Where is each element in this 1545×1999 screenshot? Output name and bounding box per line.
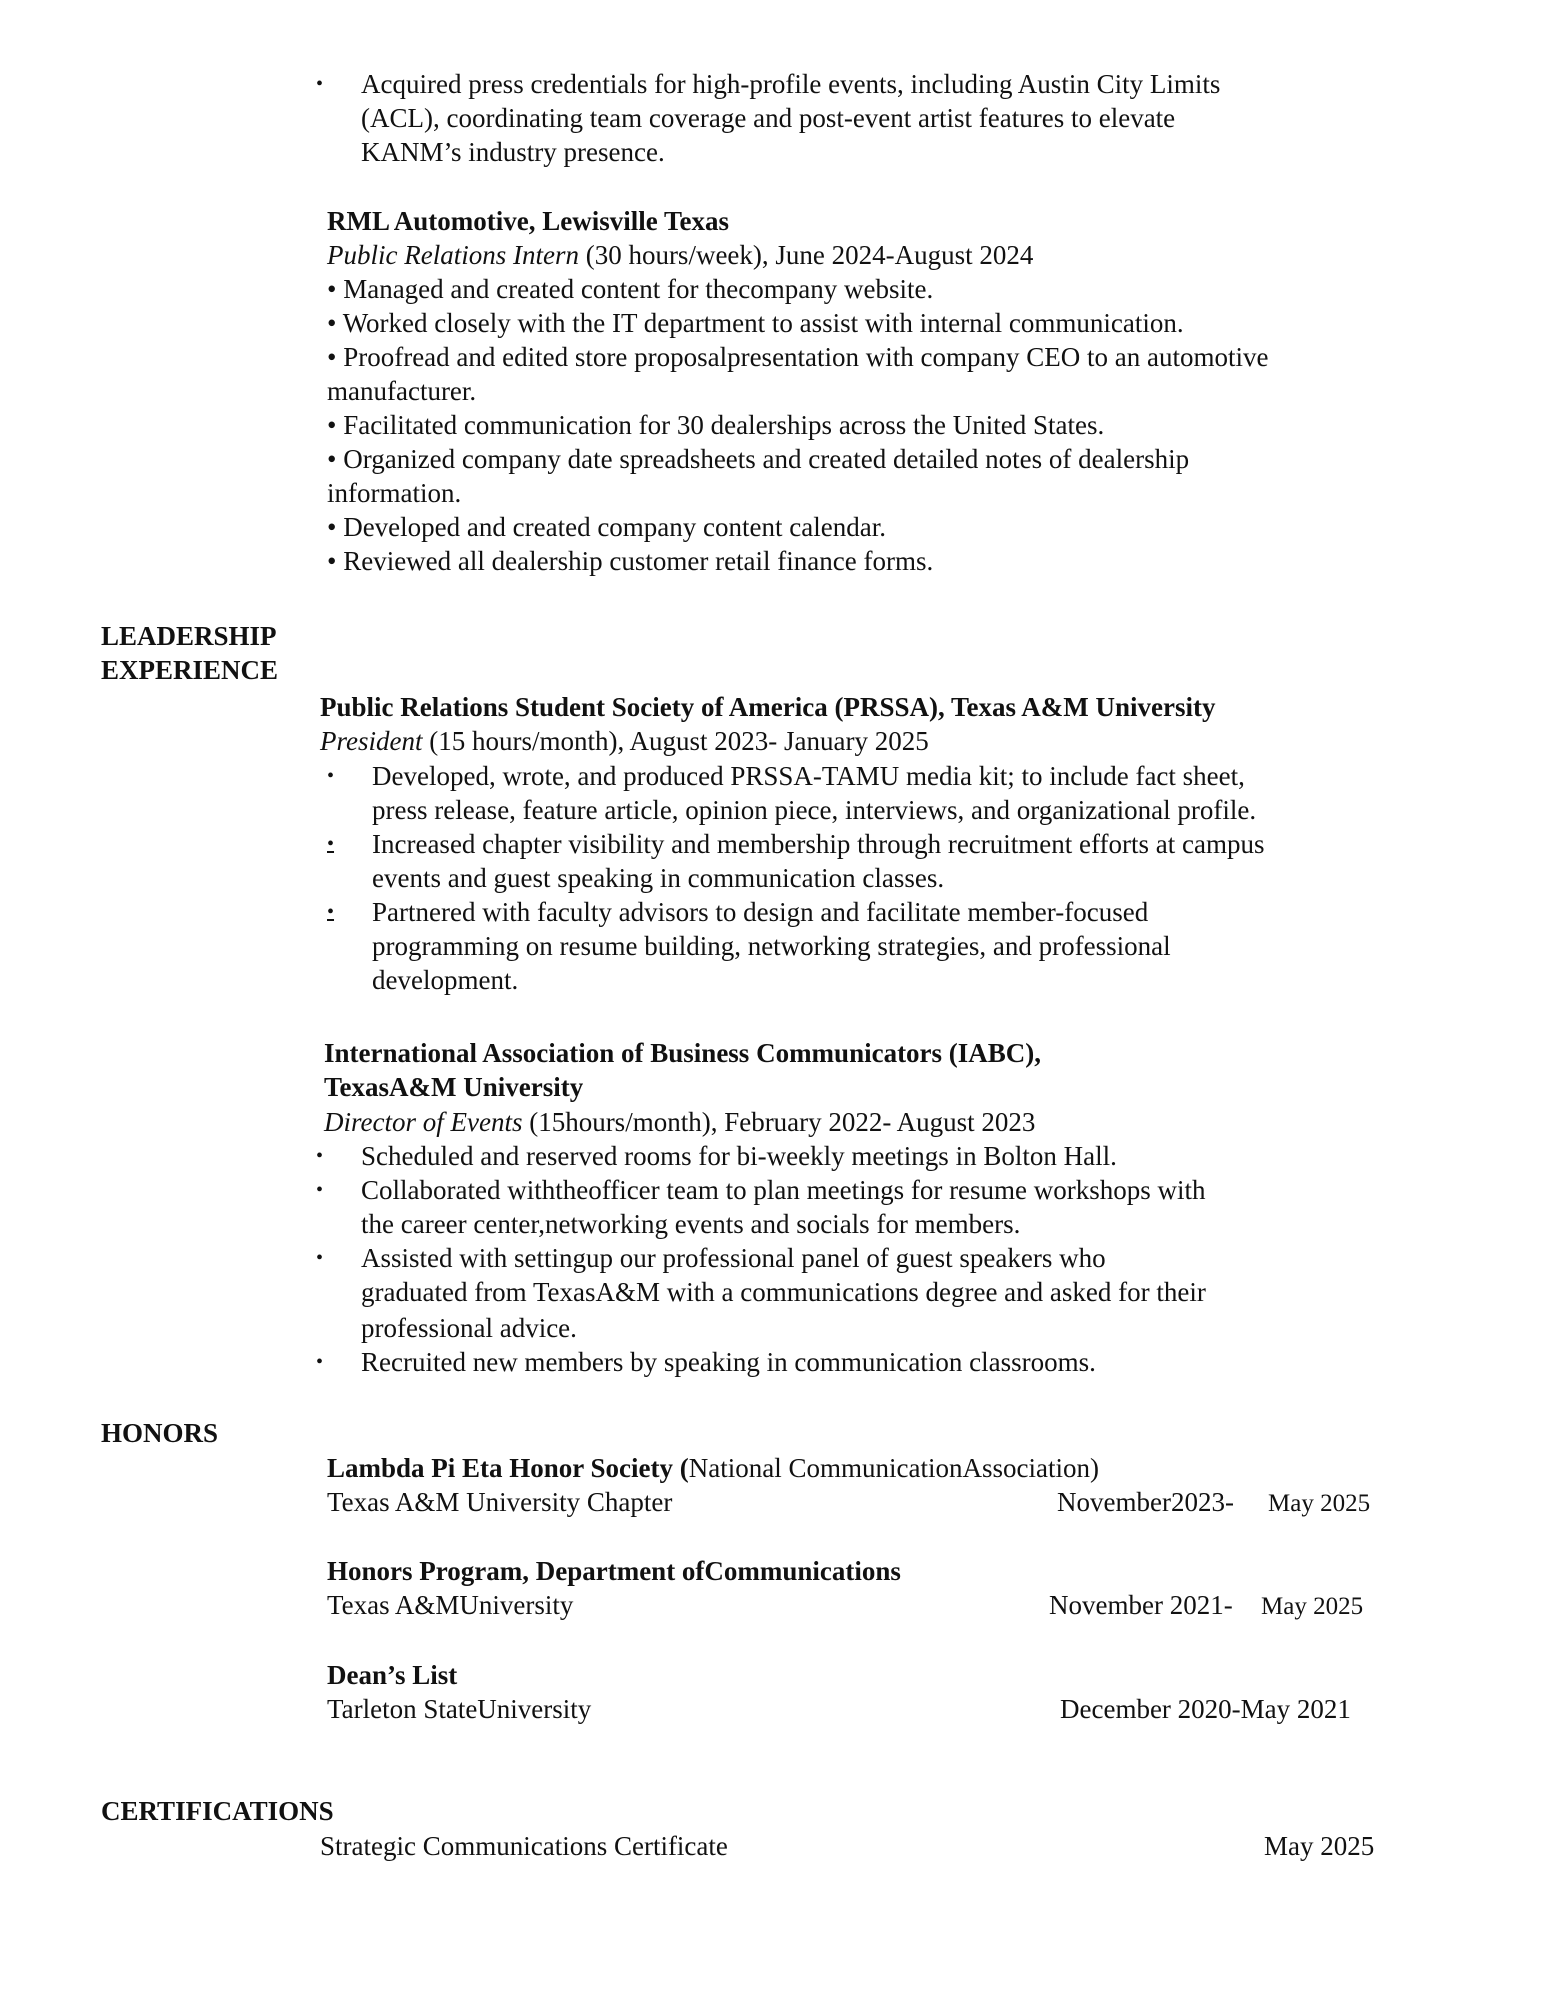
kanm-line-2: (ACL), coordinating team coverage and post-event artist features to elevate: [361, 103, 1176, 133]
prssa-line-2: press release, feature article, opinion piece, interviews, and organizational profile.: [372, 795, 1257, 825]
prssa-heading: Public Relations Student Society of America (PRSSA), Texas A&M University: [320, 692, 1216, 722]
lambda-chapter: Texas A&M University Chapter: [327, 1487, 673, 1517]
list-bullet: •: [316, 73, 324, 95]
iabc-heading-1: International Association of Business Communicators (IABC),: [324, 1038, 1042, 1068]
list-bullet: •: [327, 833, 335, 855]
section-title-experience: EXPERIENCE: [101, 655, 279, 685]
honors-program-date-start: November 2021-: [1049, 1590, 1233, 1620]
lambda-date-end: May 2025: [1268, 1490, 1371, 1517]
kanm-line-1: Acquired press credentials for high-profile events, including Austin City Limits: [361, 69, 1221, 99]
prssa-line-6: programming on resume building, networking strategies, and professional: [372, 931, 1171, 961]
list-bullet: •: [327, 901, 335, 923]
rml-role: Public Relations Intern: [327, 240, 579, 270]
prssa-line-3: Increased chapter visibility and membership through recruitment efforts at campus: [372, 829, 1265, 859]
iabc-line-1: Scheduled and reserved rooms for bi-weekly meetings in Bolton Hall.: [361, 1141, 1117, 1171]
lambda-name-rest: National CommunicationAssociation): [688, 1453, 1099, 1483]
section-title-leadership: LEADERSHIP: [101, 621, 277, 651]
rml-line-3: • Proofread and edited store proposalpresentation with company CEO to an automotive: [327, 342, 1269, 372]
lambda-name: [327, 1451, 1099, 1485]
iabc-line-2: Collaborated withtheofficer team to plan meetings for resume workshops with: [361, 1175, 1206, 1205]
rml-role-line: [327, 238, 1033, 272]
iabc-heading-2: TexasA&M University: [324, 1072, 584, 1102]
section-title-honors: HONORS: [101, 1418, 219, 1448]
rml-line-8: • Developed and created company content calendar.: [327, 512, 886, 542]
rml-line-7: information.: [327, 478, 462, 508]
rml-line-2: • Worked closely with the IT department to assist with internal communication.: [327, 308, 1184, 338]
prssa-role-detail: (15 hours/month), August 2023- January 2025: [422, 726, 929, 756]
honors-program-date-end: May 2025: [1261, 1593, 1364, 1620]
rml-line-4: manufacturer.: [327, 376, 477, 406]
list-bullet: •: [316, 1145, 324, 1167]
list-bullet: •: [316, 1351, 324, 1373]
rml-line-5: • Facilitated communication for 30 dealerships across the United States.: [327, 410, 1105, 440]
prssa-role: President: [320, 726, 423, 756]
prssa-line-4: events and guest speaking in communication classes.: [372, 863, 945, 893]
lambda-date-start: November2023-: [1057, 1487, 1234, 1517]
deans-list-name: Dean’s List: [327, 1660, 458, 1690]
iabc-role: Director of Events: [324, 1107, 523, 1137]
honors-program-name: Honors Program, Department ofCommunications: [327, 1556, 901, 1586]
iabc-line-6: professional advice.: [361, 1313, 577, 1343]
iabc-line-3: the career center,networking events and socials for members.: [361, 1209, 1021, 1239]
list-bullet: •: [316, 1247, 324, 1269]
prssa-role-line: [320, 724, 929, 758]
section-title-certifications: CERTIFICATIONS: [101, 1796, 334, 1826]
prssa-line-5: Partnered with faculty advisors to design and facilitate member-focused: [372, 897, 1149, 927]
list-bullet: •: [316, 1179, 324, 1201]
prssa-line-7: development.: [372, 965, 519, 995]
kanm-line-3: KANM’s industry presence.: [361, 137, 665, 167]
deans-list-school: Tarleton StateUniversity: [327, 1694, 592, 1724]
honors-program-school: Texas A&MUniversity: [327, 1590, 574, 1620]
iabc-role-line: [324, 1105, 1035, 1139]
rml-line-1: • Managed and created content for thecompany website.: [327, 274, 934, 304]
certification-date: May 2025: [1264, 1831, 1375, 1861]
rml-line-6: • Organized company date spreadsheets and created detailed notes of dealership: [327, 444, 1190, 474]
iabc-line-5: graduated from TexasA&M with a communications degree and asked for their: [361, 1277, 1206, 1307]
rml-line-9: • Reviewed all dealership customer retail finance forms.: [327, 546, 934, 576]
lambda-name-bold: Lambda Pi Eta Honor Society (: [327, 1453, 689, 1483]
rml-heading: RML Automotive, Lewisville Texas: [327, 206, 730, 236]
iabc-line-4: Assisted with settingup our professional panel of guest speakers who: [361, 1243, 1106, 1273]
rml-role-detail: (30 hours/week), June 2024-August 2024: [578, 240, 1034, 270]
list-bullet: •: [327, 765, 335, 787]
certification-name: Strategic Communications Certificate: [320, 1831, 728, 1861]
deans-list-date: December 2020-May 2021: [1060, 1694, 1351, 1724]
prssa-line-1: Developed, wrote, and produced PRSSA-TAMU media kit; to include fact sheet,: [372, 761, 1245, 791]
iabc-role-detail: (15hours/month), February 2022- August 2023: [522, 1107, 1036, 1137]
iabc-line-7: Recruited new members by speaking in communication classrooms.: [361, 1347, 1096, 1377]
